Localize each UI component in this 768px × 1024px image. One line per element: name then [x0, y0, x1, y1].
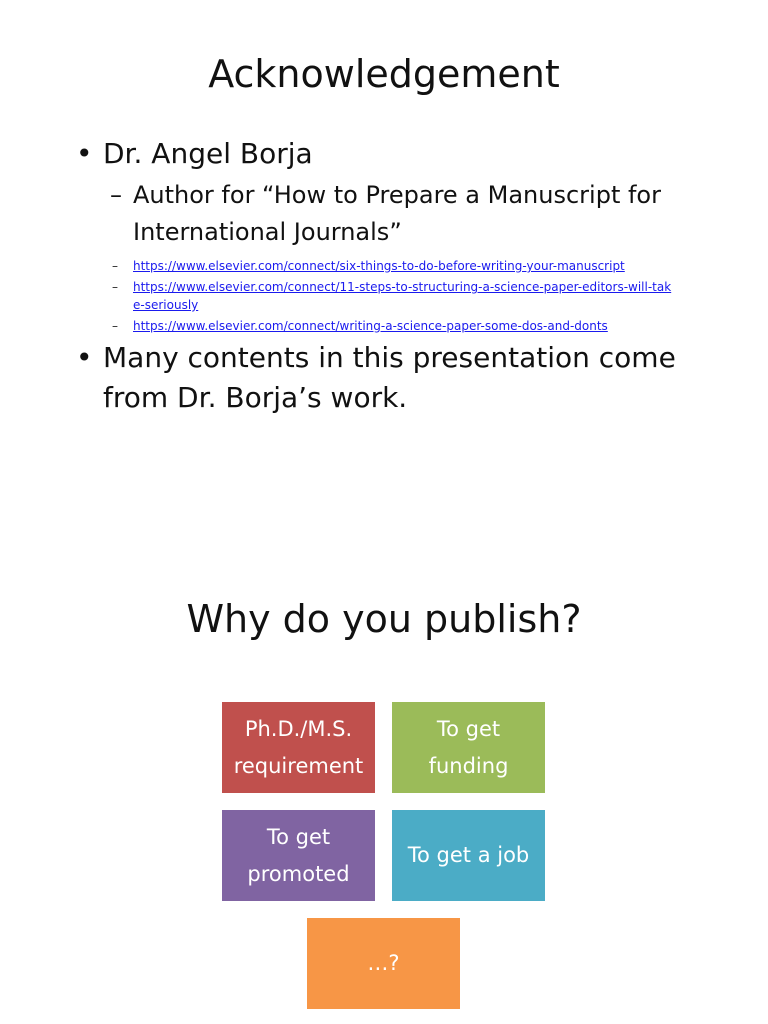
- bullet-item-contents-source: [76, 338, 696, 418]
- reason-box-degree-requirement: Ph.D./M.S. requirement: [222, 702, 375, 793]
- dash-marker: –: [112, 319, 118, 333]
- reference-links-list: [112, 257, 672, 338]
- list-item: [112, 257, 672, 275]
- reference-link[interactable]: https://www.elsevier.com/connect/six-things-to-do-before-writing-your-manuscript: [133, 259, 625, 273]
- bullet-item-author-name: [76, 134, 696, 174]
- bullet-text: Dr. Angel Borja: [103, 137, 313, 170]
- list-item: [112, 278, 672, 314]
- reason-box-other: …?: [307, 918, 460, 1009]
- sub-bullet-book-title: [110, 177, 710, 251]
- slide-title-why-publish: Why do you publish?: [186, 597, 582, 641]
- bullet-text: Many contents in this presentation come from Dr. Borja’s work.: [103, 341, 676, 414]
- reference-link[interactable]: https://www.elsevier.com/connect/11-steps-to-structuring-a-science-paper-editors-will-take-seriously: [133, 280, 672, 312]
- list-item: [112, 317, 672, 335]
- reason-box-funding: To get funding: [392, 702, 545, 793]
- bullet-marker: •: [76, 341, 93, 374]
- dash-marker: –: [110, 181, 122, 209]
- reference-link[interactable]: https://www.elsevier.com/connect/writing-a-science-paper-some-dos-and-donts: [133, 319, 608, 333]
- dash-marker: –: [112, 259, 118, 273]
- reason-box-promoted: To get promoted: [222, 810, 375, 901]
- bullet-marker: •: [76, 137, 93, 170]
- dash-marker: –: [112, 280, 118, 294]
- sub-bullet-text: Author for “How to Prepare a Manuscript for International Journals”: [133, 181, 661, 246]
- reason-box-job: To get a job: [392, 810, 545, 901]
- slide-title-acknowledgement: Acknowledgement: [208, 52, 560, 96]
